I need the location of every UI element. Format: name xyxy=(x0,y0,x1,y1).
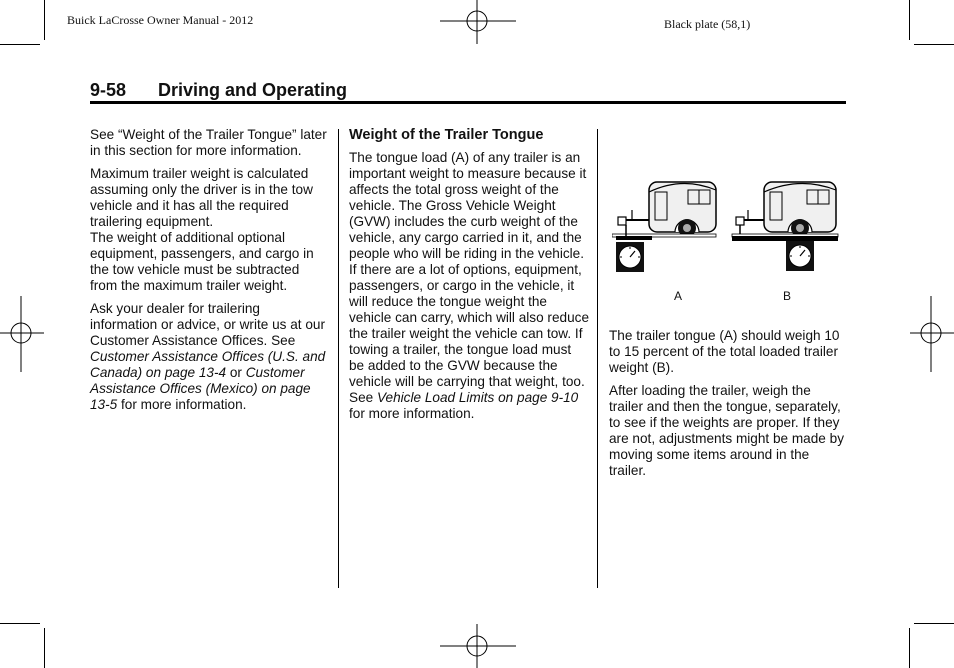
paragraph xyxy=(349,262,589,422)
plate-label: Black plate (58,1) xyxy=(664,17,751,31)
cross-reference-link[interactable]: Customer Assistance Offices (U.S. and Canada) on page 13-4 xyxy=(90,349,326,380)
cross-reference-link[interactable]: Customer Assistance Offices (Mexico) on page 13-5 xyxy=(90,365,311,412)
crop-mark xyxy=(909,628,910,668)
subsection-heading: Weight of the Trailer Tongue xyxy=(349,127,544,143)
crop-mark xyxy=(914,44,954,45)
paragraph: The trailer tongue (A) should weigh 10 to 15 percent of the total loaded trailer weight (B). xyxy=(609,328,840,375)
figure-label-a: A xyxy=(674,289,683,303)
trailer-a-icon xyxy=(612,182,716,272)
page-number: 9-58 xyxy=(90,80,127,100)
registration-mark-bottom xyxy=(440,624,516,668)
crop-mark xyxy=(44,0,45,40)
crop-mark xyxy=(909,0,910,40)
paragraph xyxy=(90,301,330,413)
section-title: Driving and Operating xyxy=(158,80,348,100)
paragraph-text: Ask your dealer for trailering information or advice, or write us at our Customer Assistance Offices. See xyxy=(90,301,325,348)
crop-mark xyxy=(44,628,45,668)
registration-mark-left xyxy=(0,296,44,372)
paragraph: The weight of additional optional equipment, passengers, and cargo in the tow vehicle must be subtracted from the maximum trailer weight. xyxy=(90,230,314,293)
header-rule xyxy=(90,101,846,104)
paragraph: After loading the trailer, weigh the trailer and then the tongue, separately, to see if the weights are proper. If they are not, adjustments might be made by moving some items around in the trailer. xyxy=(609,383,844,478)
manual-title: Buick LaCrosse Owner Manual - 2012 xyxy=(67,13,254,27)
paragraph-text: If there are a lot of options, equipment, passengers, or cargo in the vehicle, it will reduce the tongue weight the vehicle can carry, which will also reduce the trailer weight the vehicle can tow. If towing a trailer, the tongue load must be added to the GVW because the vehicle will be carrying that weight, too. See xyxy=(349,262,590,405)
paragraph-text: Maximum trailer weight is calculated assuming only the driver is in the tow vehicle and it has all the required trailering equipment. xyxy=(90,166,313,229)
crop-mark xyxy=(914,623,954,624)
crop-mark xyxy=(0,44,40,45)
column-1 xyxy=(90,127,330,420)
registration-mark-top xyxy=(440,0,516,44)
trailer-tongue-illustration xyxy=(612,178,842,278)
paragraph-text: for more information. xyxy=(349,406,475,421)
column-2 xyxy=(349,127,589,429)
trailer-b-icon xyxy=(732,182,838,271)
column-divider xyxy=(338,129,339,588)
figure-label-b: B xyxy=(783,289,792,303)
paragraph: The tongue load (A) of any trailer is an important weight to measure because it affects the total gross weight of the vehicle. The Gross Vehicle Weight (GVW) includes the curb weight of the vehicle, any cargo carried in it, and the people who will be riding in the vehicle. xyxy=(349,150,587,261)
paragraph xyxy=(90,166,330,230)
paragraph-text: for more information. xyxy=(117,397,247,412)
crop-mark xyxy=(0,623,40,624)
column-3 xyxy=(609,328,844,486)
registration-mark-right xyxy=(910,296,954,372)
paragraph: See “Weight of the Trailer Tongue” later in this section for more information. xyxy=(90,127,327,158)
column-divider xyxy=(597,129,598,588)
paragraph-text: or xyxy=(226,365,246,380)
cross-reference-link[interactable]: Vehicle Load Limits on page 9-10 xyxy=(376,390,579,405)
